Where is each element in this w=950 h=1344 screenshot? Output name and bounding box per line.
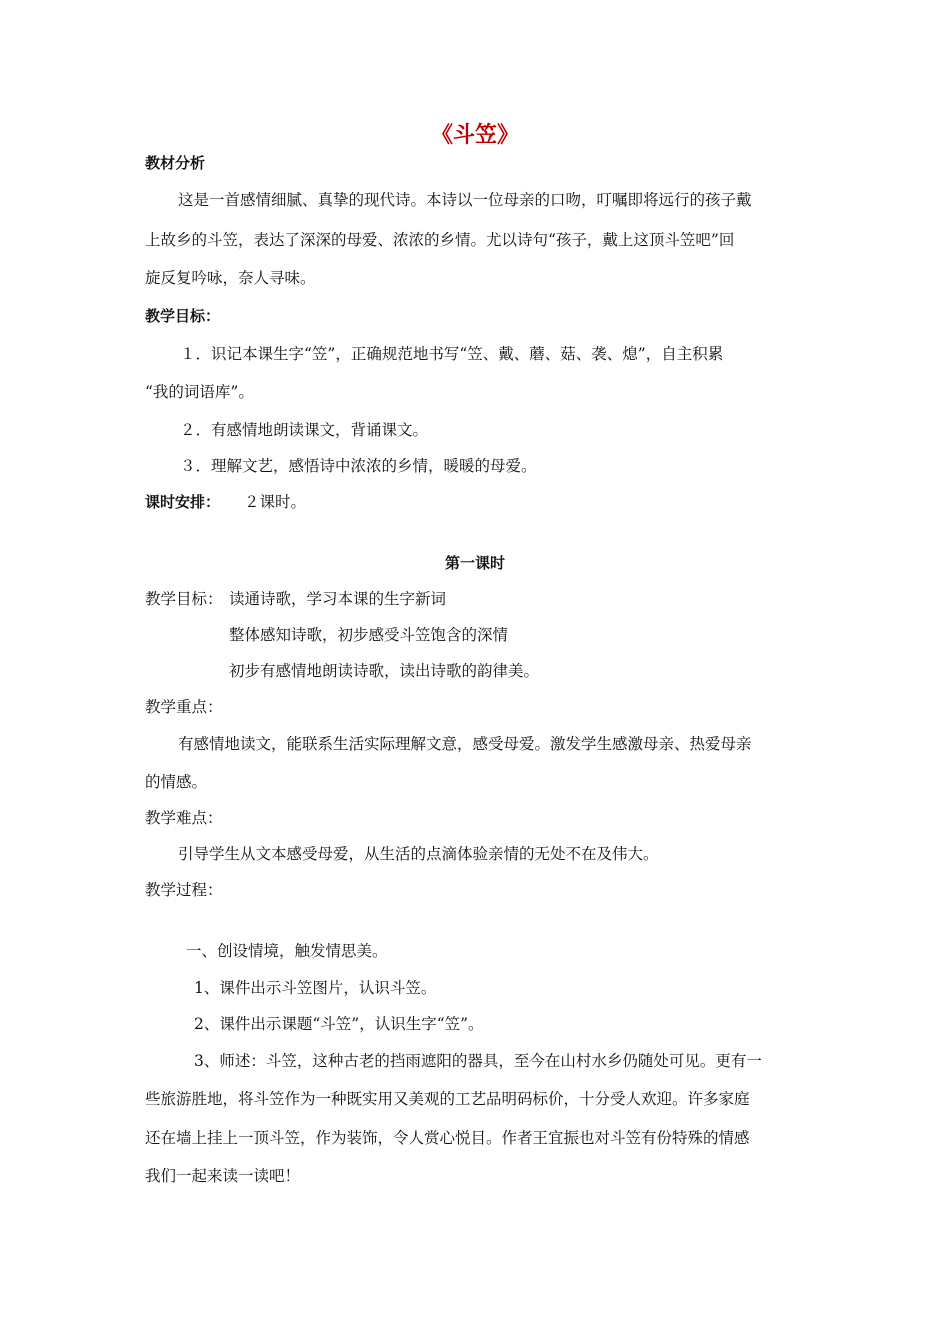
schedule-value: ２课时。 [244,493,307,511]
key-points-line: 有感情地读文，能联系生活实际理解文意，感受母爱。激发学生感激母亲、热爱母亲 [178,735,752,753]
lesson-goal-label: 教学目标： [145,590,223,608]
difficulty-line: 引导学生从文本感受母爱，从生活的点滴体验亲情的无处不在及伟大。 [178,845,659,863]
process-step: 2、课件出示课题“斗笠”，认识生字“笠”。 [194,1015,484,1033]
key-points-line: 的情感。 [145,773,208,791]
process-step-line: 还在墙上挂上一顶斗笠，作为装饰，令人赏心悦目。作者王宜振也对斗笠有份特殊的情感 [145,1129,750,1147]
goals-heading: 教学目标： [145,307,221,325]
process-step: 1、课件出示斗笠图片，认识斗笠。 [194,979,437,997]
key-points-label: 教学重点： [145,698,223,716]
analysis-heading: 教材分析 [145,154,206,172]
process-step-line: 些旅游胜地，将斗笠作为一种既实用又美观的工艺品明码标价，十分受人欢迎。许多家庭 [145,1090,750,1108]
analysis-line: 这是一首感情细腻、真挚的现代诗。本诗以一位母亲的口吻，叮嘱即将远行的孩子戴 [178,191,752,209]
process-section-heading: 一、创设情境，触发情思美。 [186,942,388,960]
process-step-line: 我们一起来读一读吧！ [145,1167,301,1185]
goal-item: ２．有感情地朗读课文，背诵课文。 [180,421,429,439]
lesson-goal-item: 整体感知诗歌，初步感受斗笠饱含的深情 [229,626,509,644]
difficulty-label: 教学难点： [145,809,223,827]
schedule-heading: 课时安排： [145,493,221,511]
goal-item: ３．理解文艺，感悟诗中浓浓的乡情，暖暖的母爱。 [180,457,537,475]
process-step: 3、师述：斗笠，这种古老的挡雨遮阳的器具，至今在山村水乡仍随处可见。更有一 [194,1052,762,1070]
goal-item-continued: “我的词语库”。 [145,383,254,401]
process-label: 教学过程： [145,881,223,899]
goal-item: １．识记本课生字“笠”，正确规范地书写“笠、戴、蘑、菇、袭、熄”，自主积累 [180,345,724,363]
lesson-goal-item: 初步有感情地朗读诗歌，读出诗歌的韵律美。 [229,662,540,680]
analysis-line: 旋反复吟咏，奈人寻味。 [145,269,316,287]
document-title: 《斗笠》 [430,123,519,148]
lesson-goal-item: 读通诗歌，学习本课的生字新词 [229,590,447,608]
lesson-heading: 第一课时 [444,554,505,572]
analysis-line: 上故乡的斗笠，表达了深深的母爱、浓浓的乡情。尤以诗句“孩子，戴上这顶斗笠吧”回 [145,231,735,249]
